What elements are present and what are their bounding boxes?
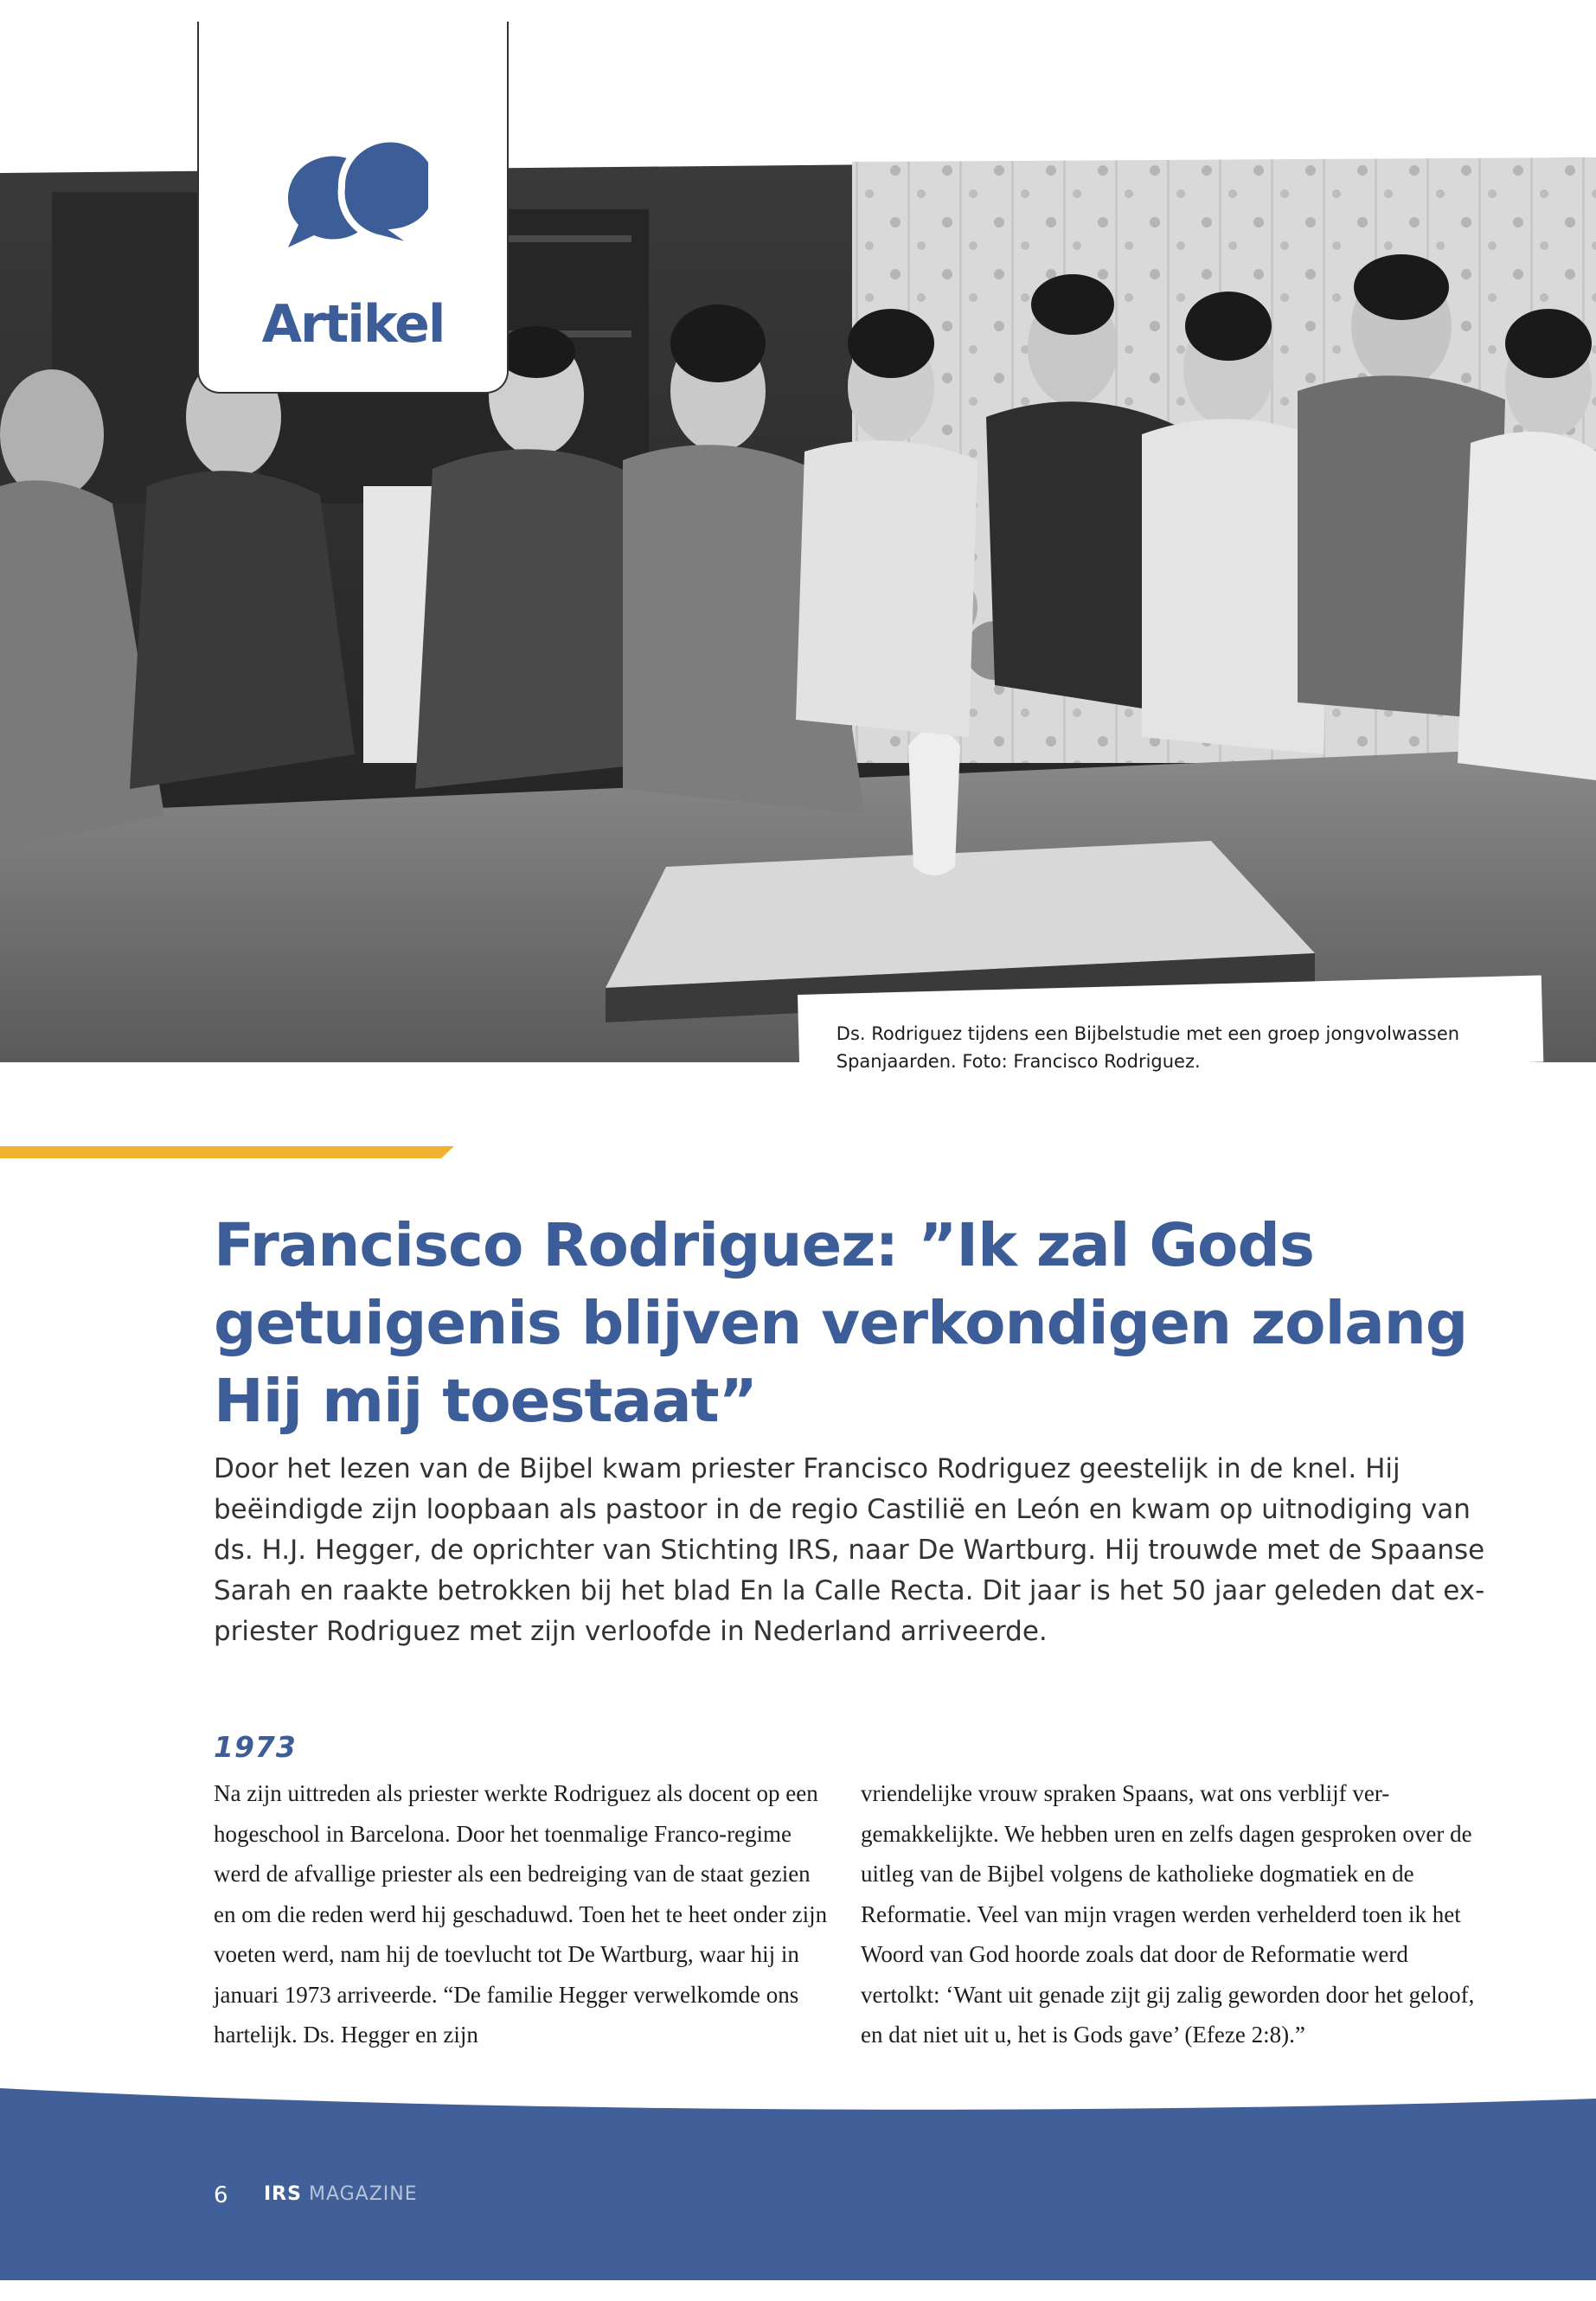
- footer-band: [0, 2076, 1596, 2280]
- section-heading: 1973: [214, 1730, 297, 1764]
- body-column-right: vriendelijke vrouw spraken Spaans, wat ons verblijf ver-gemakkelijkte. We hebben uren en zelfs dagen gesproken over de uitleg van de Bijbel volgens de katholieke dogmatiek en de Reformatie. Veel van mijn vragen werden verhelderd toen ik het Woord van God hoorde zoals dat door de Reformatie werd vertolkt: ‘Want uit genade zijt gij zalig geworden door het geloof, en dat niet uit u, het is Gods gave’ (Efeze 2:8).”: [861, 1780, 1475, 2048]
- photo-caption-box: [798, 975, 1543, 1080]
- magazine-name-light: MAGAZINE: [308, 2183, 418, 2205]
- article-lead: Door het lezen van de Bijbel kwam priester Francisco Rodriguez geestelijk in de knel. Hij beëindigde zijn loopbaan als pastoor in de regio Castilië en León en kwam op uitnodiging van ds. H.J. Hegger, de oprichter van Stichting IRS, naar De Wartburg. Hij trouwde met de Spaanse Sarah en raakte betrokken bij het blad En la Calle Recta. Dit jaar is het 50 jaar geleden dat ex-priester Rodriguez met zijn verloofde in Nederland arriveerde.: [214, 1453, 1485, 1647]
- category-label: Artikel: [261, 294, 445, 355]
- magazine-name-bold: IRS: [264, 2183, 302, 2205]
- article-headline: Francisco Rodriguez: ”Ik zal Gods getuigenis blijven verkondigen zolang Hij mij toestaat”: [214, 1211, 1468, 1436]
- speech-bubbles-icon: [281, 130, 428, 251]
- page-number: 6: [214, 2182, 228, 2208]
- body-column-left: Na zijn uittreden als priester werkte Rodriguez als docent op een hogeschool in Barcelona. Door het toenmalige Franco-regime werd de afvallige priester als een bedreiging van de staat gezien en om die reden werd hij geschaduwd. Toen het te heet onder zijn voeten werd, nam hij de toevlucht tot De Wartburg, waar hij in januari 1973 arriveerde. “De familie Hegger verwelkomde ons hartelijk. Ds. Hegger en zijn: [214, 1780, 828, 2048]
- category-tab: [197, 22, 509, 394]
- photo-caption: Ds. Rodriguez tijdens een Bijbelstudie met een groep jongvolwassen Spanjaarden. Foto: Francisco Rodriguez.: [836, 1022, 1460, 1072]
- magazine-name: [264, 2183, 418, 2205]
- accent-bar: [0, 1146, 454, 1158]
